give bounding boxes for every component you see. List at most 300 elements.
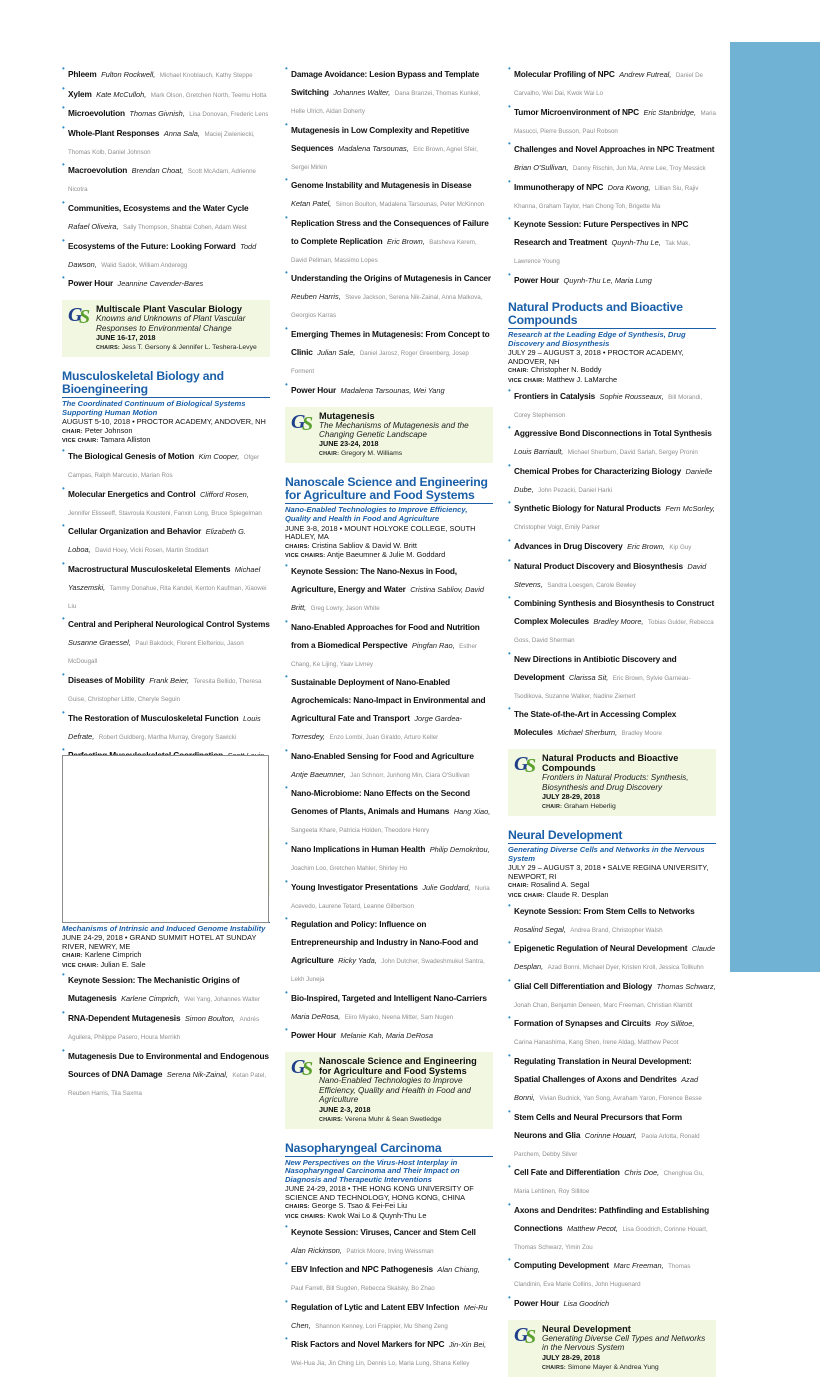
session-item xyxy=(285,877,493,913)
conference-section xyxy=(508,301,716,740)
gs-subtitle: The Mechanisms of Mutagenesis and the Changing Genetic Landscape xyxy=(319,420,469,439)
session-other-speakers: Teresita Bellido, Theresa Guise, Christopher Little, Cheryle Seguin xyxy=(68,677,262,703)
gs-chairs-label: CHAIRS: xyxy=(319,1116,343,1123)
session-speaker: Madalena Tarsounas, xyxy=(337,143,409,153)
session-speaker: Louis Defrate, xyxy=(68,713,261,741)
session-title: The State-of-the-Art in Accessing Complex Molecules xyxy=(514,709,677,738)
session-item xyxy=(62,708,270,744)
session-speaker: Susanne Graessel, xyxy=(68,638,131,648)
section-title: Nasopharyngeal Carcinoma xyxy=(285,1142,493,1157)
session-item xyxy=(285,1222,493,1258)
chair-name: Karlene Cimprich xyxy=(84,950,142,960)
session-item xyxy=(285,1297,493,1333)
session-other-speakers: Lisa Donovan, Frederic Lens xyxy=(189,111,269,119)
session-title: EBV Infection and NPC Pathogenesis xyxy=(291,1264,433,1275)
gs-logo-icon xyxy=(66,304,96,328)
session-title: Chemical Probes for Characterizing Biology xyxy=(514,465,682,476)
chair-label: CHAIR: xyxy=(62,953,83,960)
session-title: Xylem xyxy=(68,88,92,99)
session-item xyxy=(285,783,493,837)
session-title: Nano-Enabled Sensing for Food and Agriculture xyxy=(291,750,474,761)
session-speaker: Azad Bonni, xyxy=(514,1075,699,1103)
blank-image-placeholder xyxy=(62,755,269,923)
session-item xyxy=(285,839,493,875)
session-item xyxy=(508,461,716,497)
session-title: Power Hour xyxy=(68,278,114,289)
session-title: Keynote Session: The Nano-Nexus in Food, Agriculture, Energy and Water xyxy=(291,565,457,594)
session-other-speakers: Joachim Loo, Gretchen Mahler, Shirley Ho xyxy=(291,864,408,872)
session-speaker: Alan Chiang, xyxy=(437,1265,480,1275)
session-item xyxy=(508,649,716,703)
gs-chairs-label: CHAIRS: xyxy=(96,344,120,351)
session-item xyxy=(508,1255,716,1291)
session-title: Regulation of Lytic and Latent EBV Infection xyxy=(291,1301,460,1312)
session-item xyxy=(285,672,493,744)
session-other-speakers: Lisa Goodrich, Corinne Houart, Thomas Schwarz, Yimin Zou xyxy=(514,1225,708,1251)
section-title: Natural Products and Bioactive Compounds xyxy=(508,301,716,329)
session-other-speakers: David Hoey, Vicki Rosen, Martin Stoddart xyxy=(95,547,209,555)
session-title: The Biological Genesis of Motion xyxy=(68,450,195,461)
chair-label: CHAIRS: xyxy=(285,543,310,550)
gs-subtitle: Frontiers in Natural Products: Synthesis, Biosynthesis and Drug Discovery xyxy=(542,773,689,792)
gs-chairs xyxy=(319,1115,489,1125)
session-item xyxy=(285,213,493,267)
session-other-speakers: Robert Guldberg, Martha Murray, Gregory Sawicki xyxy=(98,733,237,741)
session-title: Whole-Plant Responses xyxy=(68,127,160,138)
session-speaker: Thomas Givnish, xyxy=(129,109,185,119)
section-title: Nanoscale Science and Engineering for Agriculture and Food Systems xyxy=(285,476,493,504)
session-title: Cellular Organization and Behavior xyxy=(68,526,202,537)
session-title: Frontiers in Catalysis xyxy=(514,390,596,401)
session-list xyxy=(62,64,270,291)
session-item xyxy=(508,593,716,647)
vice-chair-name: Kwok Wai Lo & Quynh-Thu Le xyxy=(327,1211,427,1221)
section-subtitle: Generating Diverse Cells and Networks in the Nervous System xyxy=(508,845,705,863)
session-item xyxy=(285,380,493,398)
chair-line xyxy=(62,951,270,961)
session-speaker: Reuben Harris, xyxy=(291,292,341,302)
session-item xyxy=(508,556,716,592)
gordon-seminar-box xyxy=(62,300,270,357)
session-other-speakers: Enzo Lombi, Juan Giraldo, Arturo Keller xyxy=(329,734,439,742)
session-other-speakers: Lillian Siu, Rajiv Khanna, Graham Taylor, Han Chong Toh, Brigette Ma xyxy=(514,184,699,210)
session-other-speakers: Thomas Clandinin, Eva Marie Collins, John Huguenard xyxy=(514,1263,691,1289)
session-title: Keynote Session: The Mechanistic Origins of Mutagenesis xyxy=(68,975,240,1004)
session-other-speakers: Eric Brown, Sylvie Garneau-Tsodikova, Suzanne Walker, Nadine Ziemert xyxy=(514,674,691,700)
gs-chairs-names: Graham Heberlig xyxy=(563,803,616,811)
session-title: Mutagenesis Due to Environmental and Endogenous Sources of DNA Damage xyxy=(68,1050,269,1079)
session-speaker: Frank Beier, xyxy=(149,675,190,685)
section-date-venue: JULY 29 – AUGUST 3, 2018 • PROCTOR ACADEMY, ANDOVER, NH xyxy=(508,348,684,366)
session-other-speakers: Steve Jackson, Serena Nik-Zainal, Anna Malkova, Georgios Karras xyxy=(291,294,483,320)
session-other-speakers: Danny Rischin, Jun Ma, Anne Lee, Troy Messick xyxy=(572,165,706,173)
session-item xyxy=(285,561,493,615)
session-title: Diseases of Mobility xyxy=(68,674,145,685)
gs-chairs xyxy=(542,802,712,812)
session-title: Nano-Microbiome: Nano Effects on the Second Genomes of Plants, Animals and Humans xyxy=(291,788,470,817)
section-title: Neural Development xyxy=(508,829,716,844)
section-subtitle: Nano-Enabled Technologies to Improve Efficiency, Quality and Health in Food and Agriculture xyxy=(285,505,468,523)
session-speaker: Brian O'Sullivan, xyxy=(514,163,569,173)
gs-logo-icon xyxy=(512,753,542,777)
session-title: Communities, Ecosystems and the Water Cycle xyxy=(68,202,249,213)
section-subtitle: New Perspectives on the Virus-Host Interplay in Nasopharyngeal Carcinoma and Their Impact on Diagnosis and Therapeutic Interventions xyxy=(285,1157,460,1184)
session-item xyxy=(508,386,716,422)
session-item xyxy=(508,901,716,937)
session-other-speakers: Michael Sherburn, David Sarlah, Sergey Pronin xyxy=(567,449,698,457)
gs-body xyxy=(319,1056,489,1124)
session-title: Power Hour xyxy=(291,1030,337,1041)
session-title: Axons and Dendrites: Pathfinding and Establishing Connections xyxy=(514,1204,710,1233)
vice-chair-label: VICE CHAIR: xyxy=(508,893,545,900)
session-speaker: Bradley Moore, xyxy=(593,617,644,627)
session-item xyxy=(508,423,716,459)
session-other-speakers: Batsheva Kerem, David Pellman, Massimo Lopes xyxy=(291,238,477,264)
session-other-speakers: Daniel Jarosz, Roger Greenberg, Josep Forment xyxy=(291,349,469,375)
session-other-speakers: Christopher Voigt, Emily Parker xyxy=(514,524,600,532)
session-speaker: Ketan Patel, xyxy=(291,199,332,209)
session-title: Macroevolution xyxy=(68,165,128,176)
gordon-seminar-box xyxy=(508,1320,716,1377)
session-title: Genome Instability and Mutagenesis in Disease xyxy=(291,180,472,191)
session-other-speakers: Mark Olson, Gretchen North, Teemu Hotta xyxy=(150,91,267,99)
session-speaker: Eric Stanbridge, xyxy=(643,107,697,117)
session-title: Cell Fate and Differentiation xyxy=(514,1167,620,1178)
session-speaker: Rafael Oliveira, xyxy=(68,221,119,231)
section-date-venue: JUNE 24-29, 2018 • THE HONG KONG UNIVERSITY OF SCIENCE AND TECHNOLOGY, HONG KONG, CHINA xyxy=(285,1184,474,1202)
session-item xyxy=(62,103,270,121)
logo-letter-g: G xyxy=(68,304,83,327)
vice-chair-line xyxy=(508,376,716,386)
session-speaker: Jorge Gardea-Torresdey, xyxy=(291,714,463,742)
vice-chair-name: Julian E. Sale xyxy=(100,959,146,969)
gs-subtitle: Nano-Enabled Technologies to Improve Efficiency, Quality and Health in Food and Agriculture xyxy=(319,1076,471,1105)
section-title: Musculoskeletal Biology and Bioengineering xyxy=(62,370,270,398)
session-title: Macrostructural Musculoskeletal Elements xyxy=(68,563,231,574)
gs-subtitle: Knowns and Unknowns of Plant Vascular Responses to Environmental Change xyxy=(96,314,246,333)
session-item xyxy=(508,64,716,100)
session-item xyxy=(508,177,716,213)
chair-label: CHAIR: xyxy=(62,428,83,435)
session-item xyxy=(62,521,270,557)
session-other-speakers: John Dutcher, Swadeshmukul Santra, Lekh Juneja xyxy=(291,958,485,984)
gs-logo-icon xyxy=(289,1056,319,1080)
session-list xyxy=(285,561,493,1043)
session-other-speakers: Carina Hanashima, Kang Shen, Irene Aldag, Matthew Pecot xyxy=(514,1039,679,1047)
chair-label: CHAIR: xyxy=(508,368,529,375)
session-speaker: Danielle Dube, xyxy=(514,466,713,494)
gs-subtitle: Generating Diverse Cell Types and Networks in the Nervous System xyxy=(542,1334,706,1353)
vice-chair-label: VICE CHAIRS: xyxy=(285,553,326,560)
session-other-speakers: Andrés Aguilera, Philippe Pasero, Houra Merrikh xyxy=(68,1016,260,1042)
session-title: Glial Cell Differentiation and Biology xyxy=(514,980,653,991)
session-item xyxy=(62,273,270,291)
session-other-speakers: Sangeeta Khare, Patricia Holden, Theodore Henry xyxy=(291,827,430,835)
section-subtitle: Research at the Leading Edge of Synthesis, Drug Discovery and Biosynthesis xyxy=(508,329,686,348)
session-speaker: Kate McCulloh, xyxy=(96,89,147,99)
session-title: Ecosystems of the Future: Looking Forward xyxy=(68,240,236,251)
session-item xyxy=(62,84,270,102)
session-title: Regulation and Policy: Influence on Entrepreneurship and Industry in Nano-Food and Agriculture xyxy=(291,919,479,966)
vice-chair-label: VICE CHAIR: xyxy=(62,438,99,445)
session-title: Stem Cells and Neural Precursors that Form Neurons and Glia xyxy=(514,1111,682,1140)
session-other-speakers: Tobias Gulder, Rebecca Goss, David Sherman xyxy=(514,619,714,645)
session-item xyxy=(508,214,716,268)
gs-chairs-names: Verena Muhr & Sean Swetledge xyxy=(344,1115,442,1123)
session-speaker: Roy Sillitoe, xyxy=(655,1019,695,1029)
session-title: Molecular Energetics and Control xyxy=(68,488,196,499)
gordon-seminar-box xyxy=(285,407,493,464)
session-title: Tumor Microenvironment of NPC xyxy=(514,106,640,117)
session-item xyxy=(62,559,270,613)
chair-line xyxy=(508,881,716,891)
session-other-speakers: Bradley Moore xyxy=(621,730,662,738)
session-other-speakers: Eric Brown, Agnel Sfeir, Sergei Mirkin xyxy=(291,145,478,171)
session-speaker: Ricky Yada, xyxy=(338,956,377,966)
session-speaker: Alan Rickinson, xyxy=(291,1245,342,1255)
gs-chairs-label: CHAIR: xyxy=(542,804,563,811)
session-other-speakers: Ofger Campas, Ralph Marcucio, Marian Ros xyxy=(68,453,260,479)
session-title: Emerging Themes in Mutagenesis: From Concept to Clinic xyxy=(291,328,490,357)
vice-chair-line xyxy=(285,1212,493,1222)
session-speaker: Brendan Choat, xyxy=(131,166,184,176)
session-title: Computing Development xyxy=(514,1260,610,1271)
session-other-speakers: Nuria Acevedo, Laurene Tetard, Leanne Gilbertson xyxy=(291,884,490,910)
session-item xyxy=(62,64,270,82)
session-title: Understanding the Origins of Mutagenesis in Cancer xyxy=(291,273,491,284)
session-title: Bio-Inspired, Targeted and Intelligent Nano-Carriers xyxy=(291,992,487,1003)
session-title: Challenges and Novel Approaches in NPC Treatment xyxy=(514,144,715,155)
section-subtitle: The Coordinated Continuum of Biological Systems Supporting Human Motion xyxy=(62,398,246,417)
session-title: Keynote Session: Future Perspectives in NPC Research and Treatment xyxy=(514,219,689,248)
gs-date: JUNE 2-3, 2018 xyxy=(319,1104,371,1114)
section-date-venue: JUNE 3-8, 2018 • MOUNT HOLYOKE COLLEGE, SOUTH HADLEY, MA xyxy=(285,523,476,542)
logo-letter-s: S xyxy=(302,412,314,435)
session-item xyxy=(285,988,493,1024)
session-other-speakers: Simon Boulton, Madalena Tarsounas, Peter McKinnon xyxy=(335,201,485,209)
session-item xyxy=(508,976,716,1012)
logo-letter-s: S xyxy=(525,755,537,778)
session-speaker: Sophie Rousseaux, xyxy=(599,391,664,401)
session-speaker: Mei-Ru Chen, xyxy=(291,1302,488,1330)
session-title: Nano Implications in Human Health xyxy=(291,843,426,854)
session-other-speakers: Patrick Moore, Irving Weissman xyxy=(346,1247,434,1255)
session-title: Formation of Synapses and Circuits xyxy=(514,1018,651,1029)
session-item xyxy=(62,970,270,1006)
session-other-speakers: Michael Knoblauch, Kathy Steppe xyxy=(159,72,253,79)
session-item xyxy=(508,102,716,138)
session-item xyxy=(285,1025,493,1043)
session-other-speakers: Jan Schnorr, Junhong Min, Ciara O'Sullivan xyxy=(350,771,470,779)
session-speaker: Michael Sherburn, xyxy=(557,728,618,738)
vice-chair-name: Antje Baeumner & Julie M. Goddard xyxy=(326,550,446,560)
gs-chairs xyxy=(319,449,489,459)
session-speaker: Cristina Sabliov, David Britt, xyxy=(291,584,485,612)
session-other-speakers: Paola Arlotta, Ronald Parchem, Debby Silver xyxy=(514,1132,700,1158)
session-speaker: Marc Freeman, xyxy=(613,1261,664,1271)
vice-chair-label: VICE CHAIR: xyxy=(508,377,545,384)
session-speaker: Johannes Walter, xyxy=(333,88,391,97)
session-title: Molecular Profiling of NPC xyxy=(514,69,615,79)
session-title: Synthetic Biology for Natural Products xyxy=(514,503,661,514)
session-title: Keynote Session: Viruses, Cancer and Stem Cell xyxy=(291,1226,476,1237)
chair-label: CHAIRS: xyxy=(285,1204,310,1211)
session-title: The Restoration of Musculoskeletal Function xyxy=(68,712,239,723)
session-item xyxy=(285,64,493,118)
session-other-speakers: Andrea Brand, Christopher Walsh xyxy=(570,926,663,934)
session-other-speakers: Dana Branzei, Thomas Kunkel, Helle Ulrich, Aidan Doherty xyxy=(291,90,481,115)
session-other-speakers: Scott McAdam, Adrienne Nicotra xyxy=(68,168,257,194)
gs-body xyxy=(96,304,266,353)
conference-section xyxy=(285,476,493,1043)
chair-name: Peter Johnson xyxy=(84,425,133,435)
session-speaker: Andrew Futreal, xyxy=(619,70,672,79)
session-speaker: Fulton Rockwell, xyxy=(101,70,156,79)
session-speaker: Todd Dawson, xyxy=(68,241,257,269)
session-item xyxy=(508,1200,716,1254)
session-item xyxy=(285,120,493,174)
session-other-speakers: Esther Chang, Ke Lijing, Yaav Livney xyxy=(291,642,477,668)
column-1 xyxy=(62,64,270,1101)
gs-logo-icon xyxy=(289,411,319,435)
session-item xyxy=(285,617,493,671)
session-other-speakers: Tak Mak, Lawrence Young xyxy=(514,240,691,266)
session-speaker: Quynh-Thu Le, Maria Lung xyxy=(563,275,652,285)
session-speaker: Eric Brown, xyxy=(386,236,425,246)
session-other-speakers: Sally Thompson, Shabtai Cohen, Adam West xyxy=(122,223,247,231)
conference-section xyxy=(62,370,270,819)
session-speaker: David Stevens, xyxy=(514,561,707,589)
session-speaker: Clarissa Sit, xyxy=(568,672,609,682)
session-speaker: Thomas Schwarz, xyxy=(656,981,716,991)
session-item xyxy=(285,1334,493,1370)
vice-chair-line xyxy=(285,551,493,561)
chair-label: CHAIR: xyxy=(508,883,529,890)
session-title: Keynote Session: From Stem Cells to Networks xyxy=(514,905,695,916)
session-speaker: Madalena Tarsounas, Wei Yang xyxy=(340,385,445,395)
session-item xyxy=(285,1259,493,1295)
session-speaker: Elizabeth G. Loboa, xyxy=(68,527,246,555)
gs-title: Natural Products and Bioactive Compounds xyxy=(542,753,679,774)
session-speaker: Kim Cooper, xyxy=(198,451,240,461)
gordon-seminar-box xyxy=(285,1052,493,1128)
session-speaker: Jeannine Cavender-Bares xyxy=(117,279,204,289)
chair-name: Rosalind A. Segal xyxy=(530,880,590,890)
gs-logo-icon xyxy=(512,1324,542,1348)
session-speaker: Julian Sale, xyxy=(317,347,356,357)
chair-name: Christopher N. Boddy xyxy=(530,365,602,375)
session-speaker: Claude Desplan, xyxy=(514,944,716,972)
session-speaker: Dora Kwong, xyxy=(607,182,651,192)
gs-date: JUNE 23-24, 2018 xyxy=(319,439,379,449)
session-speaker: Pingfan Rao, xyxy=(411,640,455,650)
session-item xyxy=(508,704,716,740)
session-item xyxy=(285,175,493,211)
vice-chair-line xyxy=(508,891,716,901)
gs-title: Multiscale Plant Vascular Biology xyxy=(96,304,243,315)
session-speaker: Melanie Kah, Maria DeRosa xyxy=(340,1031,433,1041)
session-speaker: Jin-Xin Bei, xyxy=(448,1340,487,1350)
vice-chair-label: VICE CHAIR: xyxy=(62,962,99,969)
column-3 xyxy=(508,64,716,1383)
chair-line xyxy=(62,427,270,437)
session-other-speakers: Sandra Loesgen, Carole Bewley xyxy=(547,581,636,589)
chair-name: Cristina Sabliov & David W. Britt xyxy=(311,540,417,550)
vice-chair-name: Matthew J. LaMarche xyxy=(546,374,618,384)
logo-letter-g: G xyxy=(291,1056,306,1079)
gs-chairs xyxy=(96,343,266,353)
session-item xyxy=(508,1107,716,1161)
session-item xyxy=(508,1162,716,1198)
session-item xyxy=(508,536,716,554)
vice-chair-label: VICE CHAIRS: xyxy=(285,1214,326,1221)
session-speaker: Chris Doe, xyxy=(624,1168,660,1178)
session-other-speakers: Vivian Budnick, Yan Song, Avraham Yaron, Florence Besse xyxy=(539,1095,702,1103)
logo-letter-g: G xyxy=(514,753,529,776)
session-item xyxy=(62,123,270,159)
gs-chairs-label: CHAIRS: xyxy=(542,1364,566,1371)
column-2 xyxy=(285,64,493,1372)
session-title: Regulating Translation in Neural Development: Spatial Challenges of Axons and Dendrites xyxy=(514,1056,692,1085)
session-list xyxy=(285,64,493,398)
session-list xyxy=(285,1222,493,1371)
session-item xyxy=(62,484,270,520)
gs-body xyxy=(319,411,489,460)
session-item xyxy=(62,1008,270,1044)
gs-title: Mutagenesis xyxy=(319,410,375,421)
session-other-speakers: Bill Morandi, Corey Stephenson xyxy=(514,393,703,419)
session-other-speakers: Maciej Zwieniecki, Thomas Kolb, Daniel Johnson xyxy=(68,130,255,156)
gs-chairs-label: CHAIR: xyxy=(319,451,340,458)
session-speaker: Quynh-Thu Le, xyxy=(611,238,661,248)
session-title: Advances in Drug Discovery xyxy=(514,540,623,551)
session-item xyxy=(62,198,270,234)
chair-name: George S. Tsao & Fei-Fei Liu xyxy=(311,1201,407,1211)
conference-section xyxy=(285,1142,493,1371)
session-title: Immunotherapy of NPC xyxy=(514,181,604,192)
session-other-speakers: Jonah Chan, Benjamin Deneen, Marc Freeman, Christian Klambt xyxy=(514,1001,693,1009)
session-list xyxy=(508,64,716,288)
vice-chair-line xyxy=(62,961,270,971)
conference-section xyxy=(62,908,270,1100)
gs-chairs-names: Simone Mayer & Andrea Yung xyxy=(567,1363,659,1371)
session-title: Natural Product Discovery and Biosynthesis xyxy=(514,560,683,571)
session-speaker: Michael Yaszemski, xyxy=(68,564,261,592)
session-item xyxy=(285,268,493,322)
session-title: Combining Synthesis and Biosynthesis to Construct Complex Molecules xyxy=(514,598,715,627)
session-title: Replication Stress and the Consequences of Failure to Complete Replication xyxy=(291,217,489,246)
session-speaker: Philip Demokritou, xyxy=(429,844,490,854)
session-item xyxy=(62,446,270,482)
session-item xyxy=(508,139,716,175)
session-item xyxy=(285,324,493,378)
session-title: RNA-Dependent Mutagenesis xyxy=(68,1013,181,1024)
session-title: Damage Avoidance: Lesion Bypass and Template Switching xyxy=(291,69,480,97)
logo-letter-g: G xyxy=(291,410,306,433)
session-other-speakers: Paul Bakdock, Florent Elefteriou, Jason McDougall xyxy=(68,640,244,666)
gs-date: JULY 28-29, 2018 xyxy=(542,792,600,802)
logo-letter-s: S xyxy=(302,1058,314,1081)
session-other-speakers: Daniel De Carvalho, Wei Dai, Kwok Wai Lo xyxy=(514,72,703,97)
session-other-speakers: Chenghua Gu, Maria Lehtinen, Roy Sillitoe xyxy=(514,1170,704,1196)
session-item xyxy=(508,1293,716,1311)
session-speaker: Serena Nik-Zainal, xyxy=(166,1069,228,1079)
gs-title: Neural Development xyxy=(542,1324,631,1334)
session-title: Power Hour xyxy=(291,384,337,395)
session-other-speakers: Wei Yang, Johannes Walter xyxy=(184,996,261,1004)
session-list xyxy=(508,901,716,1311)
section-subtitle: Mechanisms of Intrinsic and Induced Genome Instability xyxy=(62,923,266,933)
